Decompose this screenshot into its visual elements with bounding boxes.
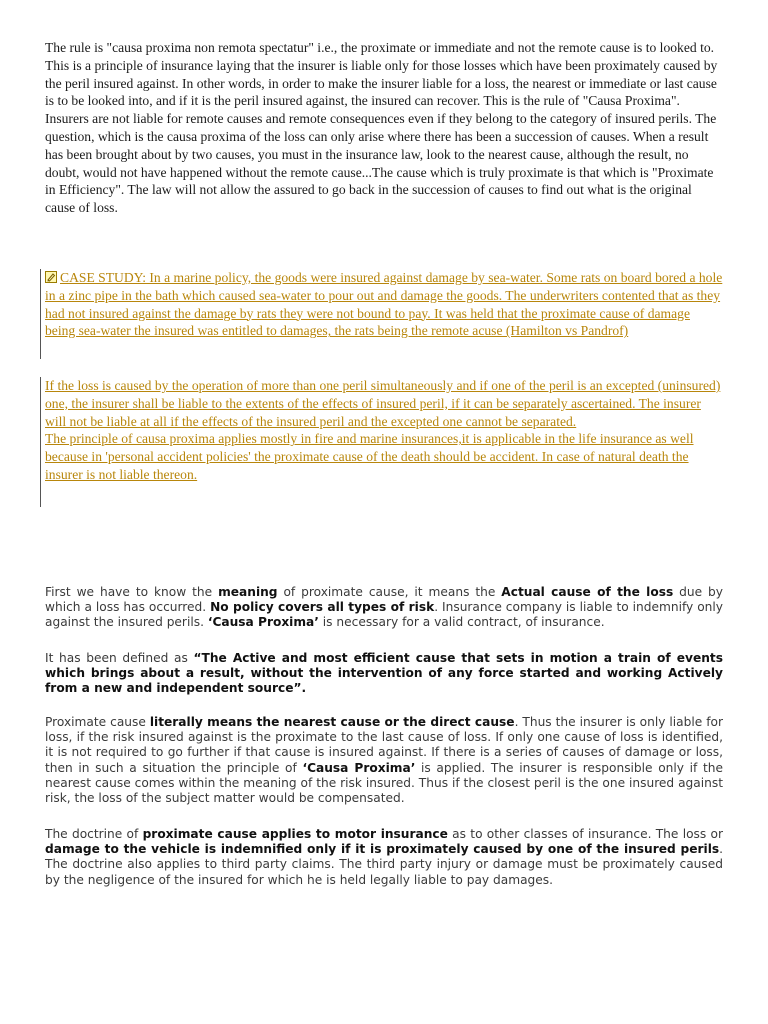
bold-run: ‘Causa Proxima’ — [302, 760, 416, 775]
principle-application-text: The principle of causa proxima applies mostly in fire and marine insurances,it is applicable in the life insurance as well because in 'personal accident policies' the proximate cause of the death should be accident. In case of natural death the insurer is not liable thereon. — [45, 431, 694, 482]
case-study-text: CASE STUDY: In a marine policy, the goods were insured against damage by sea-water. Some rats on board bored a hole in a zinc pipe in the bath which caused sea-water to pour out and damage the goods. The underwriters contented that as they had not insured against the damage by rats they were not bound to pay. It was held that the proximate cause of damage being sea-water the insured was entitled to damages, the rats being the remote acuse (Hamilton vs Pandrof) — [45, 270, 723, 339]
bold-run: meaning — [218, 585, 278, 599]
bold-run: Actual cause of the loss — [501, 585, 674, 599]
text-run: due by which a loss has occurred. — [45, 585, 723, 615]
intro-principle-text: This is a principle of insurance laying that the insurer is liable only for those losses which have been proximately caused by the peril insured against. In other words, in order to make the insurer liable for a loss, the nearest or immediate or last cause is to be looked into, and if it is the peril insured against, the insured can recover. This is the rule of "Causa Proxima". Insurers are not liable for remote causes and remote consequences even if they belong to the category of insured perils. The question, which is the causa proxima of the loss can only arise where there has been a succession of causes. When a result has been brought about by two causes, you must in the insurance law, look to the nearest cause, although the result, no doubt, would not have happened without the remote cause...The cause which is truly proximate is that which is "Proximate in Efficiency". The law will not allow the assured to go back in the succession of causes to find out what is the original cause of loss. — [45, 57, 718, 216]
meaning-paragraph — [45, 585, 723, 631]
text-run: as to other classes of insurance. The loss or — [447, 827, 723, 841]
text-run: of proximate cause, it means the — [277, 585, 502, 599]
text-run: is applied. The insurer is responsible only if the nearest cause comes within the meaning of the risk insured. Thus if the closest peril is the one insured against risk, the loss of the subject matter would be compensated. — [45, 760, 723, 806]
case-study-paragraph — [45, 269, 723, 340]
motor-insurance-paragraph — [45, 827, 723, 888]
nearest-cause-paragraph — [45, 715, 723, 806]
text-run: . Insurance company is liable to indemnify only against the insured perils. — [45, 600, 723, 630]
definition-paragraph — [45, 651, 723, 697]
bold-run: literally means the nearest cause or the direct cause — [149, 715, 515, 729]
bold-run: “The Active and most efficient cause that sets in motion a train of events which brings about a result, without the intervention of any force started and working Actively from a new and independent source”. — [45, 651, 723, 696]
comment-marker-icon[interactable] — [45, 271, 57, 283]
text-run: is necessary for a valid contract, of insurance. — [318, 615, 605, 630]
intro-paragraph — [45, 39, 723, 217]
intro-rule-line: The rule is "causa proxima non remota spectatur" i.e., the proximate or immediate and not the remote cause is to looked to. — [45, 40, 715, 55]
change-bar — [40, 269, 41, 359]
bold-run: proximate cause applies to motor insurance — [142, 827, 448, 841]
text-run: First we have to know the — [45, 585, 219, 599]
text-run: The doctrine of — [45, 827, 143, 841]
change-bar — [40, 377, 41, 507]
text-run: . Thus the insurer is only liable for loss, if the risk insured against is the proximate to the last cause of loss. If only one cause of loss is identified, it is not required to go further if that cause is insured against. If there is a series of causes of damage or loss, then in such a situation the principle of — [45, 715, 723, 775]
text-run: It has been defined as — [45, 651, 194, 665]
text-run: . The doctrine also applies to third party claims. The third party injury or damage must be proximately caused by the negligence of the insured for which he is held legally liable to pay damages. — [45, 842, 723, 887]
excepted-peril-text: If the loss is caused by the operation of more than one peril simultaneously and if one of the peril is an excepted (uninsured) one, the insurer shall be liable to the extents of the effects of insured peril, if it can be separately ascertained. The insurer will not be liable at all if the effects of the insured peril and the excepted one cannot be separated. — [45, 378, 721, 429]
text-run: Proximate cause — [45, 715, 150, 729]
bold-run: No policy covers all types of risk — [210, 600, 435, 615]
bold-run: damage to the vehicle is indemnified only if it is proximately caused by one of the insured perils — [45, 842, 720, 857]
bold-run: ‘Causa Proxima’ — [207, 615, 319, 630]
perils-paragraph — [45, 377, 723, 484]
